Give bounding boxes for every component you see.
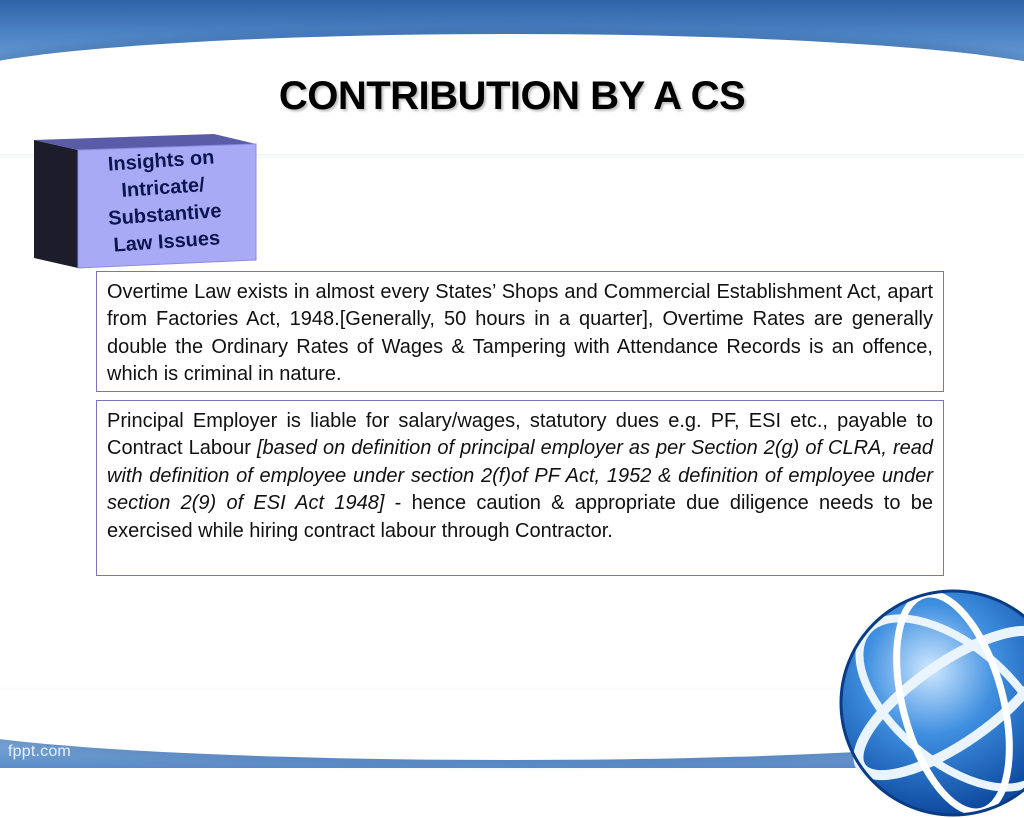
- panel2-text-start: Principal Employer is liable for salary/wages, statutory dues e.g. PF, ESI etc., payable to Contract Labour: [107, 410, 933, 460]
- watermark-text: fppt.com: [8, 743, 71, 760]
- principal-employer-panel: [96, 400, 944, 576]
- globe-icon: [838, 588, 1024, 818]
- slide-title: CONTRIBUTION BY A CS: [278, 74, 746, 118]
- insights-box-label: Insights on Intricate/ Substantive Law Issues: [107, 146, 223, 257]
- panel2-text-italic: [based on definition of principal employer as per Section 2(g) of CLRA, read with definition of employee under section 2(f)of PF Act, 1952 & definition of employee under section 2(9) of ESI Act 1948]: [107, 437, 934, 515]
- overtime-law-panel: Overtime Law exists in almost every States’ Shops and Commercial Establishment Act, apart from Factories Act, 1948.[Generally, 50 hours in a quarter], Overtime Rates are generally double the Ordinary Rates of Wages & Tampering with Attendance Records is an offence, which is criminal in nature.: [96, 271, 944, 392]
- panel2-text-end: - hence caution & appropriate due diligence needs to be exercised while hiring contract labour through Contractor.: [107, 492, 933, 542]
